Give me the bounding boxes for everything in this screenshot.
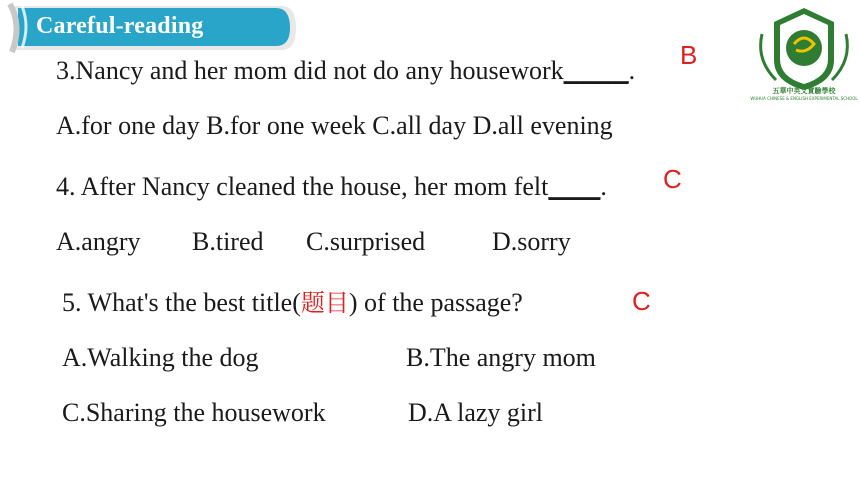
question-4 [56,172,607,202]
question-4-option-b: B.tired [192,227,264,256]
question-5-answer: C [632,286,651,316]
question-3 [56,56,635,86]
section-banner [0,0,300,56]
question-4-end: . [600,172,607,201]
question-5-option-a: A.Walking the dog [62,343,259,372]
question-5-stem-cn: 题目 [300,289,349,317]
question-4-option-d: D.sorry [492,227,571,256]
question-3-end: . [628,56,636,85]
question-5-option-c: C.Sharing the housework [62,398,326,427]
banner-title: Careful-reading [36,13,204,39]
question-3-stem: 3.Nancy and her mom did not do any housework [56,56,564,85]
logo-caption: 五華中英文實驗學校 [772,87,836,95]
question-5-stem-a: 5. What's the best title( [62,288,301,317]
question-4-answer: C [663,164,682,194]
logo-subtitle: WUHUA CHINESE & ENGLISH EXPERIMENTAL SCHOOL [750,96,858,101]
question-5 [62,288,523,318]
question-4-option-a: A.angry [56,227,141,256]
question-5-stem-b: ) of the passage? [348,288,523,317]
question-3-blank: _____ [563,56,629,85]
question-4-stem: 4. After Nancy cleaned the house, her mom felt [56,172,549,201]
question-4-option-c: C.surprised [306,227,426,256]
question-3-answer: B [680,40,698,70]
question-4-blank: ____ [548,172,601,201]
question-5-option-d: D.A lazy girl [408,398,544,427]
question-3-options: A.for one day B.for one week C.all day D.all evening [56,111,613,140]
question-5-option-b: B.The angry mom [406,343,596,372]
